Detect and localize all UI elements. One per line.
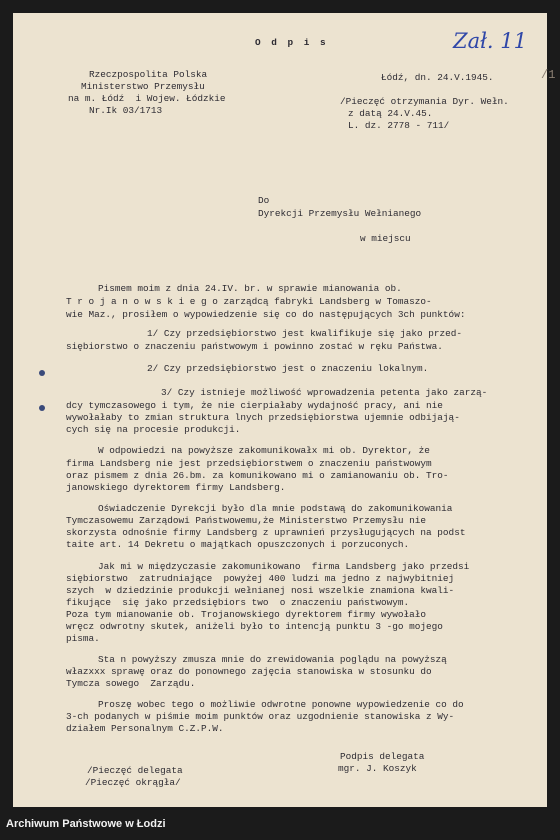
sender-line-4: Nr.Ik 03/1713 [89, 105, 163, 116]
sender-line-1: Rzeczpospolita Polska [89, 69, 208, 80]
body-line: wie Maz., prosiłem o wypowiedzenie się co do następujących 3ch punktów: [66, 309, 466, 320]
binder-hole-marks [37, 363, 51, 423]
place-date: Łódź, dn. 24.V.1945. [381, 72, 494, 83]
body-line: działem Personalnym C.Z.P.W. [66, 723, 224, 734]
pencil-mark: /1 [541, 68, 556, 82]
addressee-place: w miejscu [360, 233, 411, 244]
body-line: firma Landsberg nie jest przedsiębiorstwem o znaczeniu państwowym [66, 458, 432, 469]
body-line: 3/ Czy istnieje możliwość wprowadzenia petenta jako zarzą- [161, 387, 488, 398]
sender-line-2: Ministerstwo Przemysłu [81, 81, 205, 92]
body-line: siębiorstwo o znaczeniu państwowym i powinno zostać w ręku Państwa. [66, 341, 443, 352]
signature-name: mgr. J. Koszyk [338, 763, 417, 774]
sender-line-3: na m. Łódź i Wojew. Łódzkie [68, 93, 226, 104]
body-line: Tymczasowemu Zarządowi Państwowemu,że Ministerstwo Przemysłu nie [66, 515, 427, 526]
body-line: Sta n powyższy zmusza mnie do zrewidowania poglądu na powyższą [98, 654, 447, 665]
body-line: włazxxx sprawę oraz do ponownego zajęcia stanowiska w stosunku do [66, 666, 432, 677]
stamp-delegate: /Pieczęć delegata [87, 765, 183, 776]
addressee-do: Do [258, 195, 270, 206]
body-line: 1/ Czy przedsiębiorstwo jest kwalifikuje się jako przed- [147, 328, 463, 339]
body-line: 2/ Czy przedsiębiorstwo jest o znaczeniu lokalnym. [147, 363, 429, 374]
body-line: Poza tym mianowanie ob. Trojanowskiego dyrektorem firmy wywołało [66, 609, 427, 620]
body-line: Proszę wobec tego o możliwie odwrotne ponowne wypowiedzenie co do [98, 699, 464, 710]
body-line: janowskiego dyrektorem firmy Landsberg. [66, 482, 286, 493]
stamp-note-1: /Pieczęć otrzymania Dyr. Wełn. [340, 96, 509, 107]
body-line: 3-ch podanych w piśmie moim punktów oraz uzgodnienie stanowiska z Wy- [66, 711, 455, 722]
document-page [13, 13, 556, 807]
body-line: cych się na procesie produkcji. [66, 424, 241, 435]
body-line: szych w dziedzinie produkcji wełnianej nosi wszelkie znamiona kwali- [66, 585, 455, 596]
body-line: wywołałaby to zmian struktura lnych przedsiębiorstwa ujemnie odbijają- [66, 412, 460, 423]
body-line: taite art. 14 Dekretu o majątkach opuszczonych i porzuconych. [66, 539, 410, 550]
body-line: Oświadczenie Dyrekcji było dla mnie podstawą do zakomunikowania [98, 503, 453, 514]
stamp-note-3: L. dz. 2778 - 711/ [348, 120, 450, 131]
stamp-note-2: z datą 24.V.45. [348, 108, 433, 119]
body-line: fikujące się jako przedsiębiors two o znaczeniu państwowym. [66, 597, 410, 608]
body-line: W odpowiedzi na powyższe zakomunikowałx mi ob. Dyrektor, że [98, 445, 430, 456]
body-line: skorzysta odnośnie firmy Landsberg z uprawnień przysługujących na podst [66, 527, 466, 538]
body-line: Pismem moim z dnia 24.IV. br. w sprawie mianowania ob. [98, 283, 402, 294]
archive-label: Archiwum Państwowe w Łodzi [6, 818, 166, 830]
signature-label: Podpis delegata [340, 751, 425, 762]
handwritten-reference: Zał. 11 [453, 29, 527, 53]
body-line: Tymcza sowego Zarządu. [66, 678, 196, 689]
archive-footer [0, 808, 560, 840]
body-line: dcy tymczasowego i tym, że nie cierpiałaby wydajność pracy, ani nie [66, 400, 443, 411]
stamp-round: /Pieczęć okrągła/ [85, 777, 181, 788]
body-line: Jak mi w międzyczasie zakomunikowano firma Landsberg jako przedsi [98, 561, 470, 572]
body-line: oraz pismem z dnia 26.bm. za komunikowano mi o zamianowaniu ob. Tro- [66, 470, 449, 481]
body-line: wręcz odwrotny skutek, aniżeli było to intencją punktu 3 -go mojego [66, 621, 443, 632]
body-line: siębiorstwo zatrudniające powyżej 400 ludzi ma jedno z najwybitniej [66, 573, 455, 584]
document-title: O d p i s [255, 37, 329, 48]
body-line: pisma. [66, 633, 100, 644]
body-line: T r o j a n o w s k i e g o zarządcą fabryki Landsberg w Tomaszo- [66, 296, 432, 307]
addressee-name: Dyrekcji Przemysłu Wełnianego [258, 208, 422, 219]
